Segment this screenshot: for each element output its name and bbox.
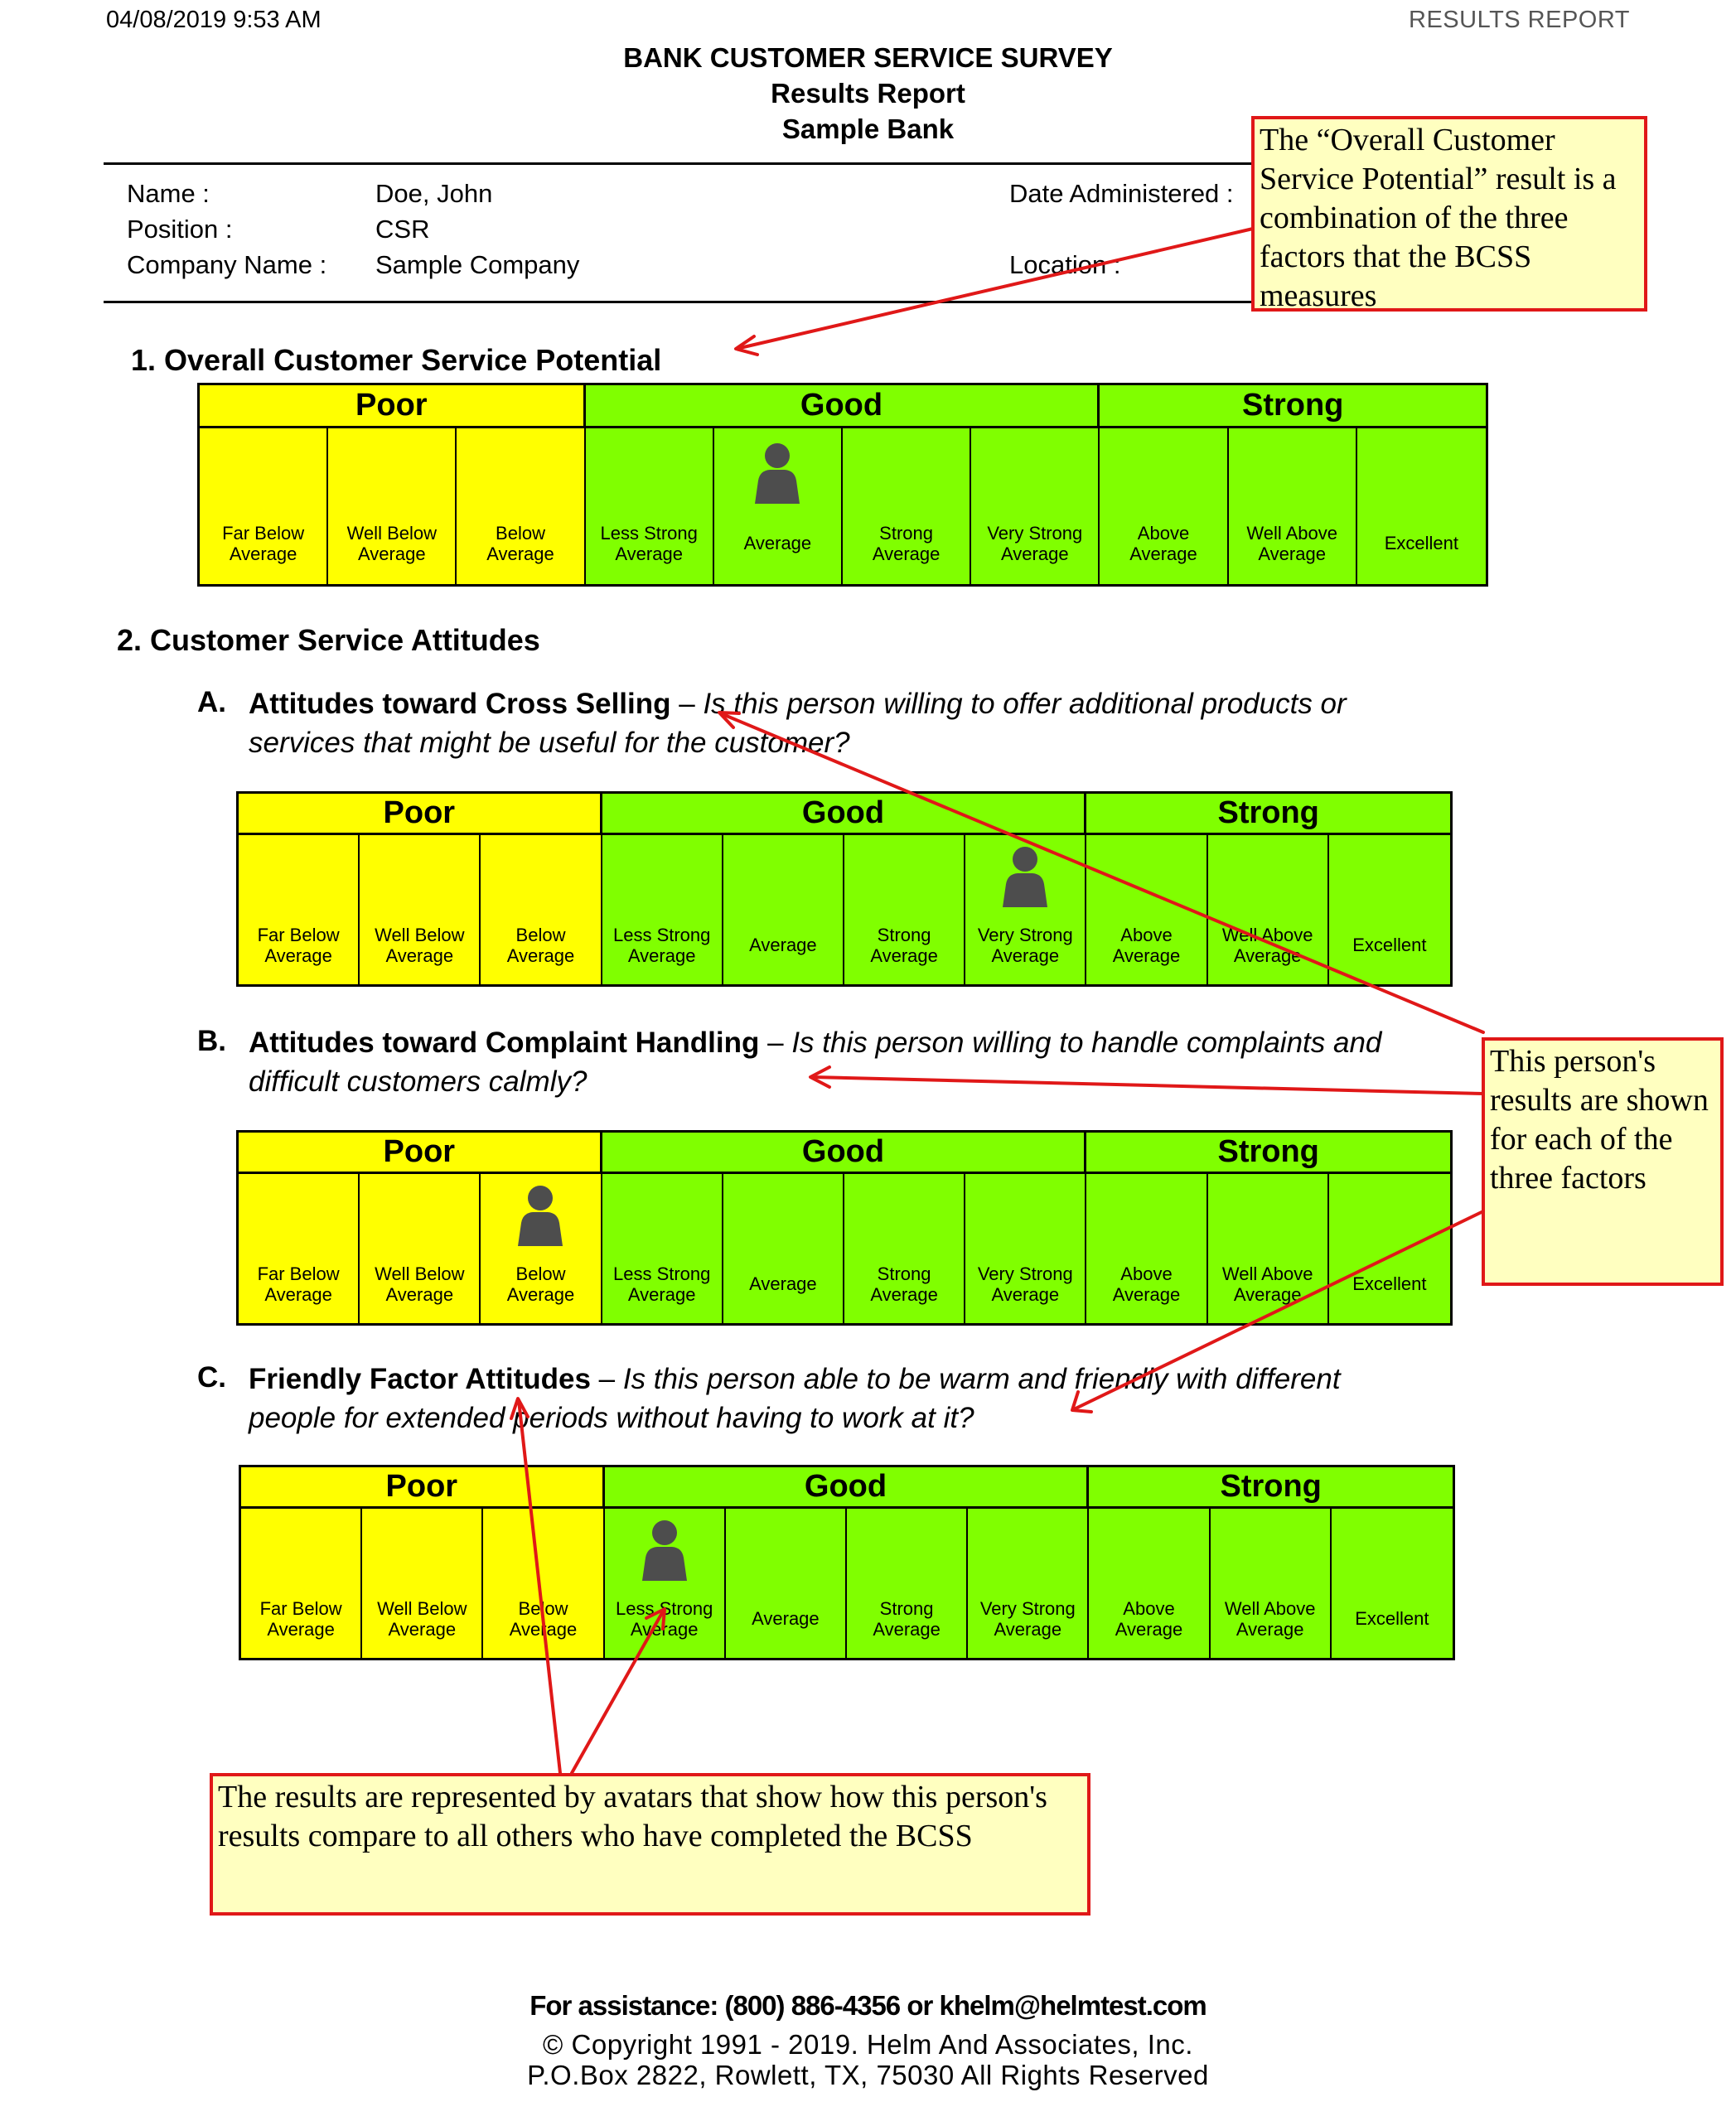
scale-level-label: Above Average [1112,1263,1181,1305]
scale-category-strong: Strong [1086,1133,1450,1174]
scale-level-label: Well Below Average [377,1597,467,1640]
scale-level-label: Below Average [506,1263,575,1305]
scale-level-label: Less Strong Average [615,1597,713,1640]
report-subtitle: Results Report [771,78,965,109]
name-label: Name : [127,179,210,208]
scale-level-label: Less Strong Average [612,924,711,966]
scale-level-label: Less Strong Average [612,1263,711,1305]
callout-overall: The “Overall Customer Service Potential” result is a combination of the three factors that the BCSS measures [1251,116,1647,312]
scale-level-label: Far Below Average [259,1597,342,1640]
question-b-text: Attitudes toward Complaint Handling – Is this person willing to handle complaints and difficult customers calmly? [249,1027,1382,1098]
scale-level-label: Above Average [1129,522,1197,564]
date-administered-label: Date Administered : [1009,179,1234,208]
question-c-text: Friendly Factor Attitudes – Is this person able to be warm and friendly with different people for extended periods without having to work at it? [249,1363,1341,1434]
question-a-text: Attitudes toward Cross Selling – Is this person willing to offer additional products or services that might be useful for the customer? [249,688,1347,759]
scale-level-label: Very Strong Average [977,1263,1073,1305]
scale-level-label: Very Strong Average [987,522,1083,564]
question-a-letter: A. [197,686,226,718]
question-b-question-cont: difficult customers calmly? [249,1065,588,1098]
scale-category-good: Good [602,794,1087,835]
scale-category-good: Good [586,385,1100,428]
survey-title: BANK CUSTOMER SERVICE SURVEY [623,42,1113,73]
question-b-heading: Attitudes toward Complaint Handling [249,1027,760,1059]
question-a-heading: Attitudes toward Cross Selling [249,688,671,720]
position-value: CSR [375,215,430,244]
scale-level-label: Above Average [1115,1597,1183,1640]
scale-level-label: Well Above Average [1221,1263,1313,1305]
question-b-question: Is this person willing to handle complaints and [791,1027,1382,1059]
scale-level-label: Very Strong Average [977,924,1073,966]
arrow-b-line [813,1077,1483,1094]
scale-level-label: Far Below Average [222,522,305,564]
scale-level-label: Excellent [1384,533,1459,553]
scale-level-label: Strong Average [870,1263,938,1305]
scale-level-label: Below Average [486,522,554,564]
scale-level-label: Well Above Average [1246,522,1338,564]
company-value: Sample Company [375,250,580,279]
arrow-avatar-right-line [572,1611,663,1773]
scale-category-good: Good [602,1133,1087,1174]
scale-category-poor: Poor [239,794,602,835]
scale-level-label: Excellent [1352,935,1427,955]
scale-level-label: Less Strong Average [600,522,698,564]
scale-level-label: Well Below Average [346,522,437,564]
position-label: Position : [127,215,233,244]
question-a-question: Is this person willing to offer additional products or [703,688,1347,720]
question-c-question: Is this person able to be warm and friendly with different [622,1363,1341,1395]
question-b-letter: B. [197,1025,226,1057]
scale-level-label: Excellent [1355,1608,1429,1629]
scale-level-label: Above Average [1112,924,1181,966]
scale-level-label: Strong Average [872,522,941,564]
scale-level-label: Far Below Average [257,1263,340,1305]
location-label: Location : [1009,250,1121,279]
scale-level-label: Average [749,935,817,955]
scale-category-poor: Poor [241,1467,605,1509]
question-c-heading: Friendly Factor Attitudes [249,1363,591,1395]
scale-level-label: Far Below Average [257,924,340,966]
assistance-contact: For assistance: (800) 886-4356 or khelm@helmtest.com [530,1990,1206,2021]
arrow-avatar-left-line [519,1400,560,1773]
section1-title: 1. Overall Customer Service Potential [131,343,662,377]
scale-level-label: Well Above Average [1221,924,1313,966]
scale-level-label: Well Above Average [1224,1597,1316,1640]
name-value: Doe, John [375,179,493,208]
scale-level-label: Strong Average [873,1597,941,1640]
scale-level-label: Very Strong Average [979,1597,1076,1640]
question-a-question-cont: services that might be useful for the customer? [249,727,850,759]
scale-level-label: Below Average [509,1597,578,1640]
scale-category-poor: Poor [200,385,586,428]
arrow-c-line [1076,1211,1483,1408]
report-tag: RESULTS REPORT [1409,7,1630,33]
copyright-text: © Copyright 1991 - 2019. Helm And Associates, Inc. [543,2029,1193,2060]
callout-avatars: The results are represented by avatars that show how this person's results compare to all others who have completed the BCSS [210,1773,1090,1916]
scale-category-strong: Strong [1089,1467,1453,1509]
callout-factors: This person's results are shown for each of the three factors [1482,1037,1724,1286]
scale-level-label: Below Average [506,924,575,966]
question-c-question-cont: people for extended periods without having to work at it? [249,1402,974,1434]
scale-level-label: Strong Average [870,924,938,966]
question-c-letter: C. [197,1361,226,1394]
bank-name: Sample Bank [781,114,955,144]
scale-level-label: Average [743,533,812,553]
report-datetime: 04/08/2019 9:53 AM [106,7,322,33]
scale-category-good: Good [605,1467,1090,1509]
scale-category-strong: Strong [1100,385,1486,428]
arrow-overall-line [740,229,1253,348]
scale-level-label: Well Below Average [375,924,465,966]
address-text: P.O.Box 2822, Rowlett, TX, 75030 All Rights Reserved [527,2060,1209,2090]
scale-level-label: Average [752,1608,820,1629]
arrow-a-line [723,714,1483,1032]
scale-level-label: Well Below Average [375,1263,465,1305]
scale-category-strong: Strong [1086,794,1450,835]
scale-category-poor: Poor [239,1133,602,1174]
copyright-block [0,2029,1736,2090]
scale-level-label: Excellent [1352,1273,1427,1294]
scale-level-label: Average [749,1273,817,1294]
company-label: Company Name : [127,250,327,279]
section2-title: 2. Customer Service Attitudes [117,623,540,657]
